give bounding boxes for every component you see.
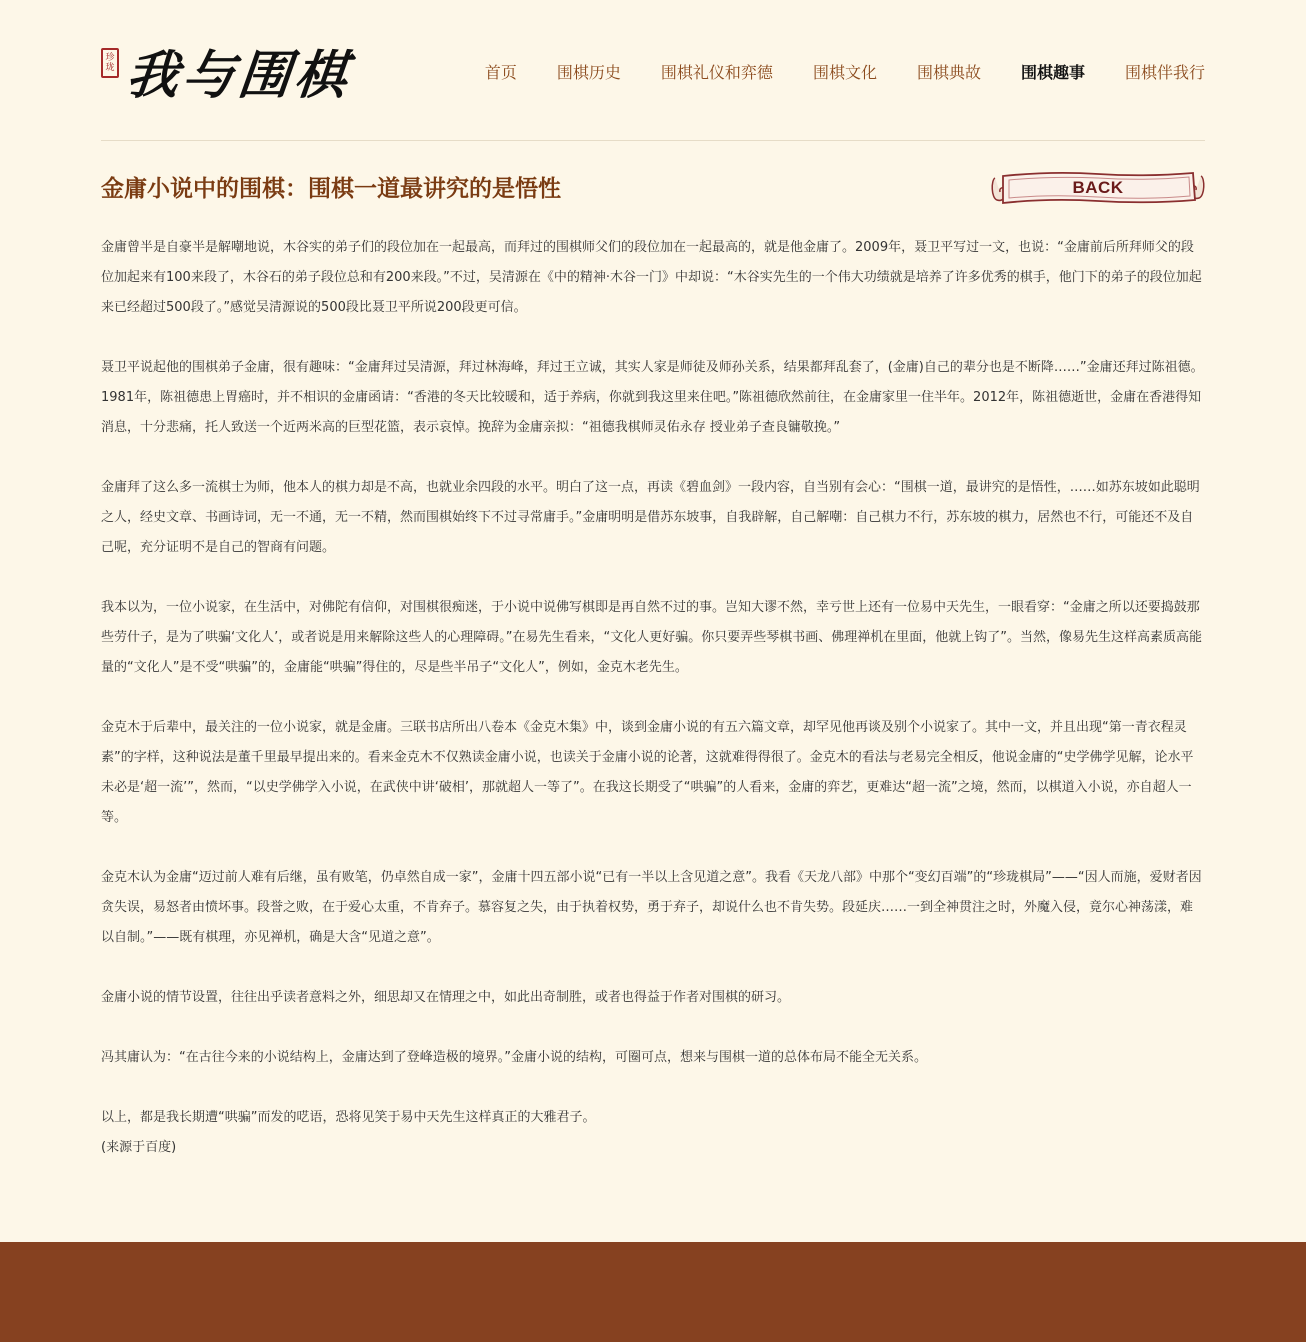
footer xyxy=(0,1242,1306,1342)
article-paragraph: 金克木于后辈中，最关注的一位小说家，就是金庸。三联书店所出八卷本《金克木集》中，谈到金庸小说的有五六篇文章，却罕见他再谈及别个小说家了。其中一文，并且出现“第一青衣程灵素”的字样，这种说法是董千里最早提出来的。看来金克木不仅熟读金庸小说，也读关于金庸小说的论著，这就难得得很了。金克木的看法与老易完全相反，他说金庸的“史学佛学见解，论水平未必是‘超一流’”，然而，“以史学佛学入小说，在武侠中讲‘破相’，那就超人一等了”。在我这长期受了“哄骗”的人看来，金庸的弈艺，更难达“超一流”之境，然而，以棋道入小说，亦自超人一等。 xyxy=(101,720,1194,825)
article-paragraph: 金庸小说的情节设置，往往出乎读者意料之外，细思却又在情理之中，如此出奇制胜，或者也得益于作者对围棋的研习。 xyxy=(101,990,791,1005)
nav-item-companion[interactable]: 围棋伴我行 xyxy=(1124,63,1205,82)
article-paragraph: 冯其庸认为：“在古往今来的小说结构上，金庸达到了登峰造极的境界。”金庸小说的结构，可圈可点，想来与围棋一道的总体布局不能全无关系。 xyxy=(101,1050,927,1065)
header xyxy=(101,40,1205,106)
site-logo[interactable] xyxy=(101,40,354,106)
header-divider xyxy=(101,140,1205,141)
nav-item-history[interactable]: 围棋历史 xyxy=(556,63,621,82)
nav-item-culture[interactable]: 围棋文化 xyxy=(812,63,877,82)
back-button[interactable] xyxy=(991,170,1205,206)
back-button-label: BACK xyxy=(1072,178,1124,197)
article-paragraph: 金庸曾半是自豪半是解嘲地说，木谷实的弟子们的段位加在一起最高，而拜过的围棋师父们的段位加在一起最高的，就是他金庸了。2009年，聂卫平写过一文，也说：“金庸前后所拜师父的段位加起来有100来段了，木谷石的弟子段位总和有200来段。”不过，吴清源在《中的精神·木谷一门》中却说：“木谷实先生的一个伟大功绩就是培养了许多优秀的棋手，他门下的弟子的段位加起来已经超过500段了。”感觉吴清源说的500段比聂卫平所说200段更可信。 xyxy=(101,240,1202,315)
article-paragraph: 金庸拜了这么多一流棋士为师，他本人的棋力却是不高，也就业余四段的水平。明白了这一点，再读《碧血剑》一段内容，自当别有会心：“围棋一道，最讲究的是悟性，……如苏东坡如此聪明之人，经史文章、书画诗词，无一不通，无一不精，然而围棋始终下不过寻常庸手。”金庸明明是借苏东坡事，自我辟解，自己解嘲：自己棋力不行，苏东坡的棋力，居然也不行，可能还不及自己呢，充分证明不是自己的智商有问题。 xyxy=(101,480,1200,555)
article-body xyxy=(101,233,1205,1163)
main-nav xyxy=(445,60,1205,83)
nav-item-anecdotes[interactable]: 围棋趣事 xyxy=(1020,63,1085,82)
article-paragraph: 以上，都是我长期遭“哄骗”而发的呓语，恐将见笑于易中天先生这样真正的大雅君子。 xyxy=(101,1110,596,1125)
article-paragraph: 金克木认为金庸“迈过前人难有后继，虽有败笔，仍卓然自成一家”，金庸十四五部小说“已有一半以上含见道之意”。我看《天龙八部》中那个“变幻百端”的“珍珑棋局”——“因人而施，爱财者因贪失误，易怒者由愤坏事。段誉之败，在于爱心太重，不肯弃子。慕容复之失，由于执着权势，勇于弃子，却说什么也不肯失势。段延庆……一到全神贯注之时，外魔入侵，竟尔心神荡漾，难以自制。”——既有棋理，亦见禅机，确是大含“见道之意”。 xyxy=(101,870,1202,945)
article-source: (来源于百度) xyxy=(101,1140,177,1155)
nav-item-etiquette[interactable]: 围棋礼仪和弈德 xyxy=(660,63,773,82)
nav-item-allusions[interactable]: 围棋典故 xyxy=(916,63,981,82)
article-title: 金庸小说中的围棋：围棋一道最讲究的是悟性 xyxy=(101,176,561,202)
nav-item-home[interactable]: 首页 xyxy=(484,63,517,82)
article-paragraph: 聂卫平说起他的围棋弟子金庸，很有趣味：“金庸拜过吴清源，拜过林海峰，拜过王立诚，其实人家是师徒及师孙关系，结果都拜乱套了，(金庸)自己的辈分也是不断降……”金庸还拜过陈祖德。1981年，陈祖德患上胃癌时，并不相识的金庸函请：“香港的冬天比较暖和，适于养病，你就到我这里来住吧。”陈祖德欣然前往，在金庸家里一住半年。2012年，陈祖德逝世，金庸在香港得知消息，十分悲痛，托人致送一个近两米高的巨型花篮，表示哀悼。挽辞为金庸亲拟：“祖德我棋师灵佑永存 授业弟子查良镛敬挽。” xyxy=(101,360,1204,435)
article-paragraph: 我本以为，一位小说家，在生活中，对佛陀有信仰，对围棋很痴迷，于小说中说佛写棋即是再自然不过的事。岂知大谬不然，幸亏世上还有一位易中天先生，一眼看穿：“金庸之所以还要捣鼓那些劳什子，是为了哄骗‘文化人’，或者说是用来解除这些人的心理障碍。”在易先生看来，“文化人更好骗。你只要弄些琴棋书画、佛理禅机在里面，他就上钩了”。当然，像易先生这样高素质高能量的“文化人”是不受“哄骗”的，金庸能“哄骗”得住的，尽是些半吊子“文化人”，例如，金克木老先生。 xyxy=(101,600,1202,675)
logo-text: 我与围棋 xyxy=(123,44,354,106)
seal-icon: 珍珑 xyxy=(101,48,119,78)
